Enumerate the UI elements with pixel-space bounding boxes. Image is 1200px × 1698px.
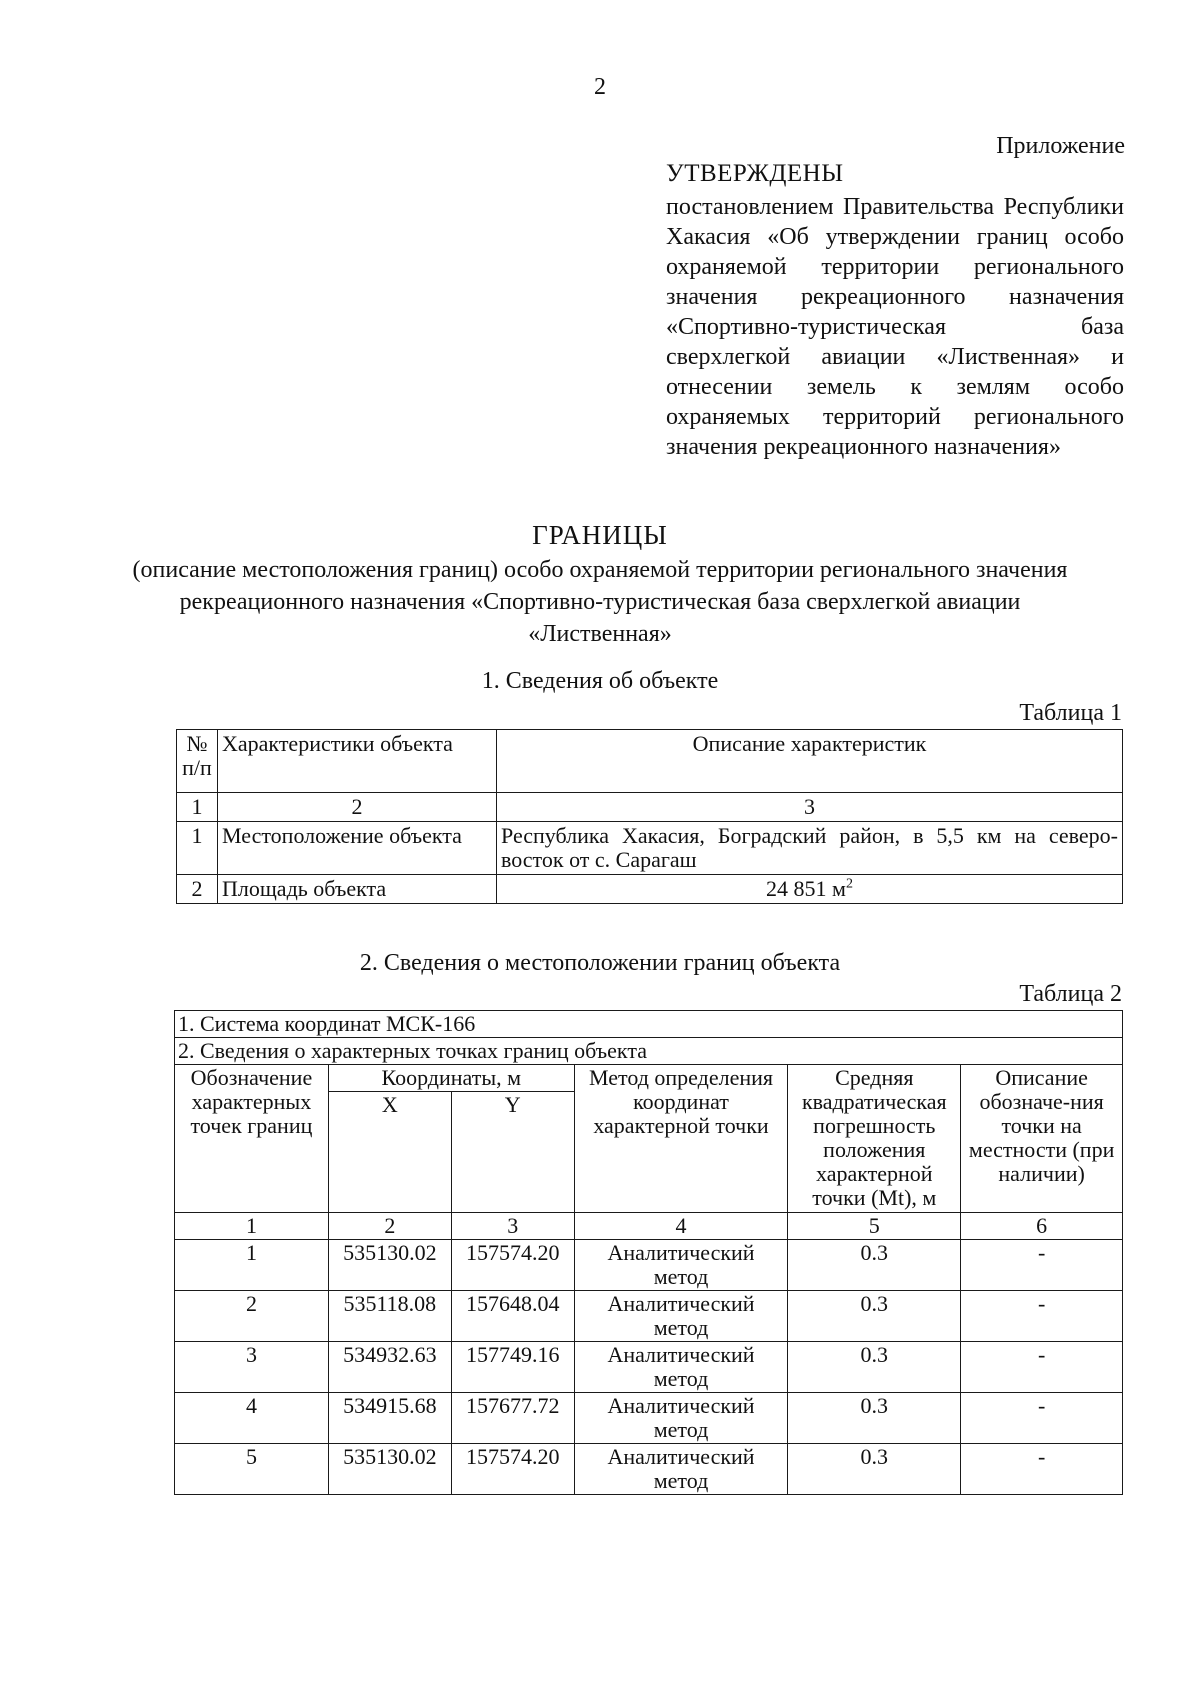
approved-heading: УТВЕРЖДЕНЫ — [666, 160, 844, 187]
object-info-table — [176, 729, 1123, 904]
area-value: 24 851 $м^2$ — [497, 875, 1123, 904]
header-number: № п/п — [177, 730, 218, 793]
header-characteristic: Характеристики объекта — [218, 730, 497, 793]
table-row: 5 535130.02 157574.20 Аналитический метод 0.3 - — [175, 1444, 1123, 1495]
approval-text: постановлением Правительства Республики Хакасия «Об утверждении границ особо охраняемой территории регионального значения рекреационного назначения «Спортивно-туристическая база сверхлегкой авиации «Лиственная» и отнесении земель к землям особо охраняемых территорий регионального значения рекреационного назначения» — [666, 194, 1124, 460]
table-row: 2 535118.08 157648.04 Аналитический метод 0.3 - — [175, 1291, 1123, 1342]
table-row: 1 535130.02 157574.20 Аналитический метод 0.3 - — [175, 1240, 1123, 1291]
numbering-row: 1 2 3 4 5 6 — [175, 1213, 1123, 1240]
page-number: 2 — [594, 74, 606, 100]
section1-heading: 1. Сведения об объекте — [481, 668, 719, 694]
coord-system: 1. Система координат МСК-166 — [175, 1011, 1123, 1038]
header-point-description: Описание обозначе-ния точки на местности (при наличии) — [961, 1065, 1123, 1213]
header-description: Описание характеристик — [497, 730, 1123, 793]
table2-label: Таблица 2 — [1019, 981, 1122, 1007]
header-x: X — [328, 1092, 451, 1213]
appendix-label: Приложение — [996, 133, 1125, 159]
document-title: ГРАНИЦЫ — [532, 520, 668, 550]
boundary-points-table — [174, 1010, 1123, 1495]
table-row: 4 534915.68 157677.72 Аналитический метод 0.3 - — [175, 1393, 1123, 1444]
points-caption: 2. Сведения о характерных точках границ объекта — [175, 1038, 1123, 1065]
table-row: 1 Местоположение объекта Республика Хакасия, Боградский район, в 5,5 км на северо-восток от с. Сарагаш — [177, 822, 1123, 875]
table-row: 2 Площадь объекта 24 851 $м^2$ — [177, 875, 1123, 904]
header-coordinates: Координаты, м — [328, 1065, 574, 1092]
header-y: Y — [451, 1092, 574, 1213]
numbering-row: 1 2 3 — [177, 793, 1123, 822]
table1-label: Таблица 1 — [1019, 700, 1122, 726]
header-error: Средняя квадратическая погрешность положения характерной точки (Mt), м — [788, 1065, 961, 1213]
header-method: Метод определения координат характерной точки — [574, 1065, 788, 1213]
header-designation: Обозначение характерных точек границ — [175, 1065, 329, 1213]
section2-heading: 2. Сведения о местоположении границ объекта — [359, 950, 841, 976]
document-subtitle: (описание местоположения границ) особо охраняемой территории регионального значения рекреационного назначения «Спортивно-туристическая база сверхлегкой авиации «Лиственная» — [132, 557, 1068, 647]
table-row: 3 534932.63 157749.16 Аналитический метод 0.3 - — [175, 1342, 1123, 1393]
